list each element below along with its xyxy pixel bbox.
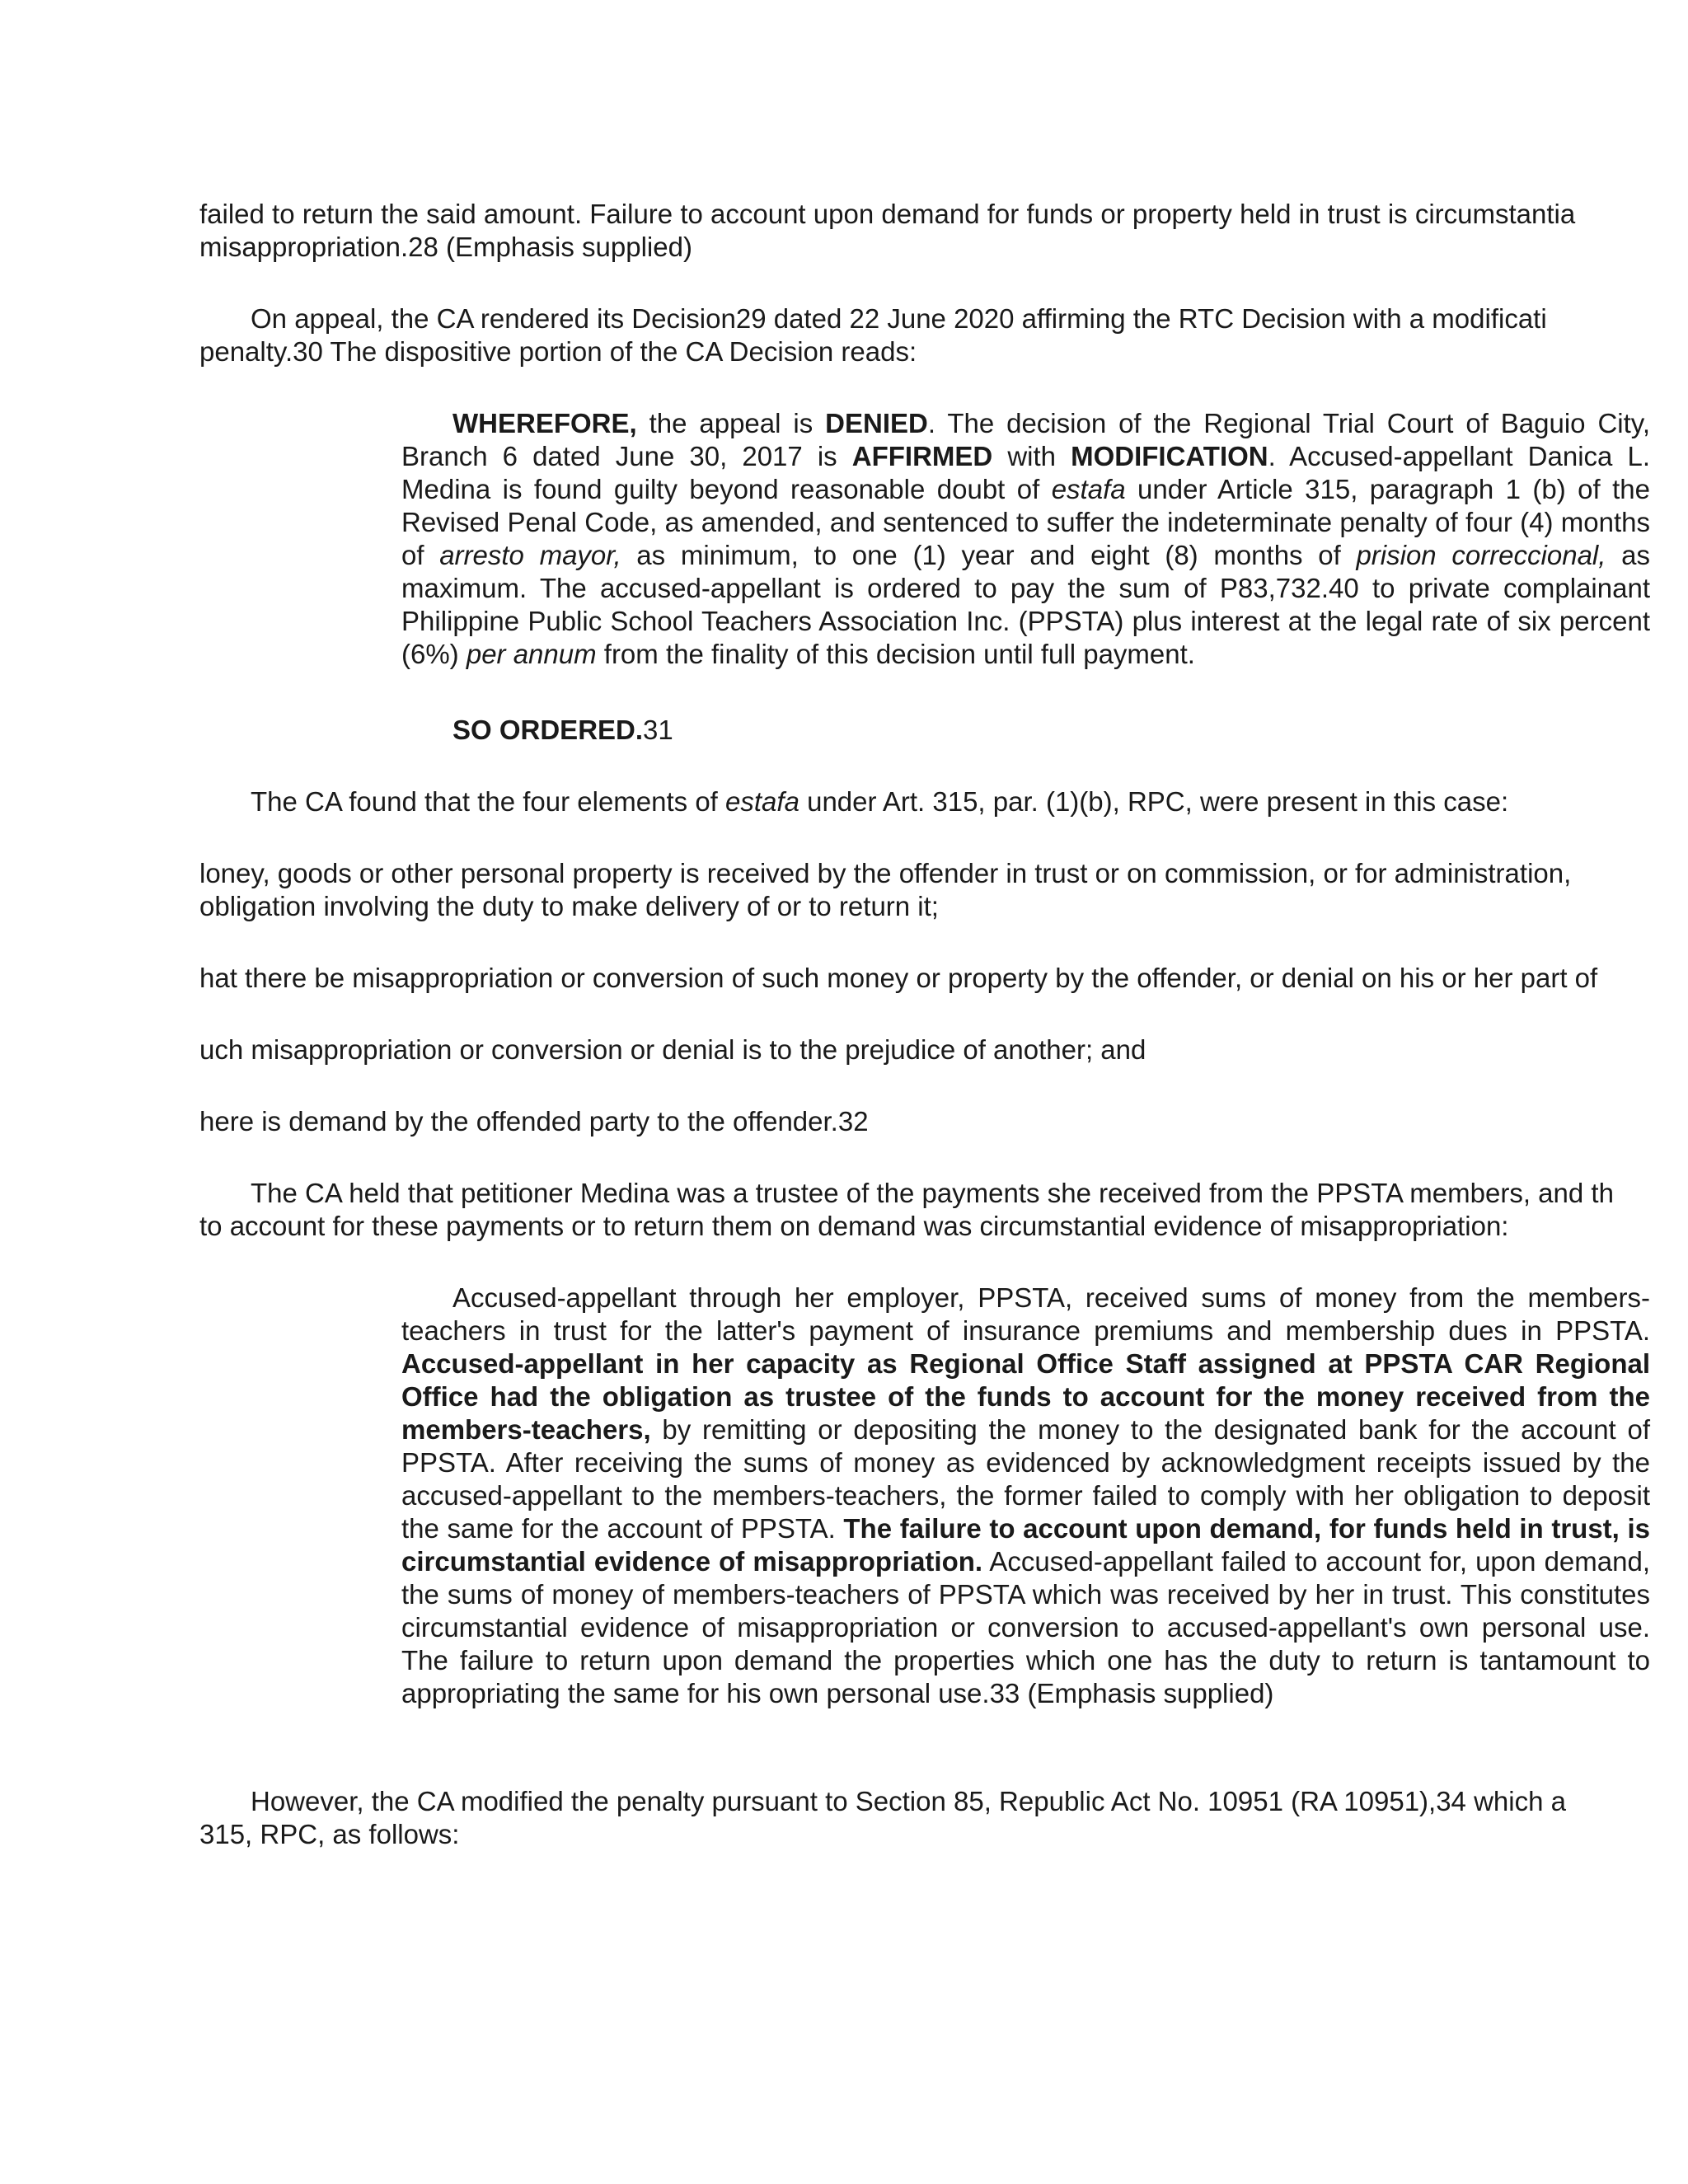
quote-paragraph	[401, 1282, 1650, 1710]
paragraph-line: failed to return the said amount. Failure to account upon demand for funds or property held in trust is circumstantia	[199, 199, 1576, 229]
footnote-ref: 31	[643, 715, 673, 745]
paragraph-line: 315, RPC, as follows:	[199, 1819, 460, 1849]
paragraph-line: penalty.30 The dispositive portion of the CA Decision reads:	[199, 336, 917, 367]
bold-text: WHEREFORE,	[452, 408, 637, 438]
element-item-2: hat there be misappropriation or conversion of such money or property by the offender, or denial on his or her part of	[199, 963, 1598, 993]
paragraph-line: misappropriation.28 (Emphasis supplied)	[199, 232, 692, 262]
quote-text: the appeal is	[636, 408, 826, 438]
bold-text: Accused-appellant in her capacity as Regional Office Staff assigned at PPSTA CAR Regional Office had the obligation as trustee of the funds to account for the money received from the members-teachers,	[401, 1348, 1650, 1445]
paragraph-line: However, the CA modified the penalty pursuant to Section 85, Republic Act No. 10951 (RA 10951),34 which a	[251, 1786, 1566, 1816]
block-quote-trustee	[401, 1282, 1650, 1710]
italic-text: per annum	[466, 639, 597, 669]
bold-text: The failure to account upon demand, for funds held in trust, is circumstantial evidence of misappropriation.	[401, 1513, 1650, 1577]
paragraph-line: The CA held that petitioner Medina was a trustee of the payments she received from the PPSTA members, and th	[251, 1178, 1614, 1208]
paragraph-line	[251, 785, 1508, 818]
paragraph-line: On appeal, the CA rendered its Decision29 dated 22 June 2020 affirming the RTC Decision with a modificati	[251, 303, 1547, 334]
italic-text: prision correccional,	[1356, 540, 1606, 570]
quote-text: . Accused-appellant Danica L. Medina is found guilty beyond reasonable doubt of	[401, 441, 1650, 504]
so-ordered-line	[452, 714, 673, 747]
quote-text: Accused-appellant through her employer, PPSTA, received sums of money from the members-teachers in trust for the latter's payment of insurance premiums and membership dues in PPSTA.	[401, 1282, 1650, 1346]
paragraph-text: under Art. 315, par. (1)(b), RPC, were present in this case:	[799, 786, 1509, 817]
italic-text: estafa	[1051, 474, 1126, 504]
paragraph-line: to account for these payments or to return them on demand was circumstantial evidence of misappropriation:	[199, 1211, 1509, 1241]
bold-text: MODIFICATION	[1071, 441, 1268, 471]
quote-paragraph	[401, 407, 1650, 671]
italic-text: arresto mayor,	[439, 540, 621, 570]
element-item-1: loney, goods or other personal property is received by the offender in trust or on commission, or for administration,	[199, 858, 1572, 888]
element-item-1-cont: obligation involving the duty to make delivery of or to return it;	[199, 891, 939, 921]
quote-text: as maximum. The accused-appellant is ordered to pay the sum of P83,732.40 to private complainant Philippine Public School Teachers Association Inc. (PPSTA) plus interest at the legal rate of six percent (6%)	[401, 540, 1650, 669]
paragraph-text: The CA found that the four elements of	[251, 786, 726, 817]
quote-text: with	[992, 441, 1071, 471]
block-quote-dispositive	[401, 407, 1650, 671]
quote-text: by remitting or depositing the money to the designated bank for the account of PPSTA. After receiving the sums of money as evidenced by acknowledgment receipts issued by the accused-appellant to the members-teachers, the former failed to comply with her obligation to deposit the same for the account of PPSTA.	[401, 1414, 1650, 1544]
element-item-3: uch misappropriation or conversion or denial is to the prejudice of another; and	[199, 1034, 1146, 1065]
italic-text: estafa	[725, 786, 799, 817]
quote-text: under Article 315, paragraph 1 (b) of the Revised Penal Code, as amended, and sentenced to suffer the indeterminate penalty of four (4) months of	[401, 474, 1650, 570]
quote-text: as minimum, to one (1) year and eight (8) months of	[621, 540, 1357, 570]
bold-text: DENIED	[825, 408, 928, 438]
element-item-4: here is demand by the offended party to the offender.32	[199, 1106, 869, 1137]
quote-text: Accused-appellant failed to account for, upon demand, the sums of money of members-teachers of PPSTA which was received by her in trust. This constitutes circumstantial evidence of misappropriation or conversion to accused-appellant's own personal use. The failure to return upon demand the properties which one has the duty to return is tantamount to appropriating the same for his own personal use.33 (Emphasis supplied)	[401, 1546, 1650, 1708]
quote-text: from the finality of this decision until full payment.	[596, 639, 1195, 669]
bold-text: AFFIRMED	[851, 441, 993, 471]
quote-text: . The decision of the Regional Trial Court of Baguio City, Branch 6 dated June 30, 2017 is	[401, 408, 1650, 471]
bold-text: SO ORDERED.	[452, 715, 644, 745]
